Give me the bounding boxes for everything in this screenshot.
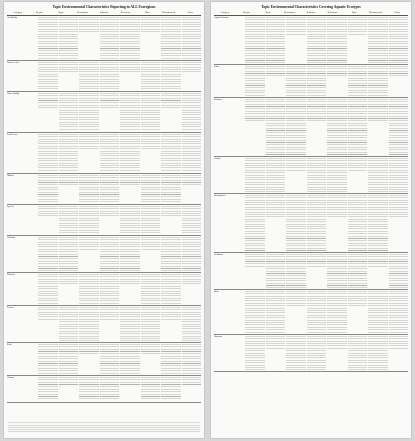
table-cell-text <box>100 93 120 131</box>
table-cell-text <box>389 158 408 192</box>
table-cell-text <box>59 206 79 234</box>
table-cell-text <box>141 237 161 271</box>
table-cell-text <box>368 17 388 63</box>
row-label: Biota <box>214 291 219 293</box>
row-label: Nutrients <box>214 336 223 338</box>
table-row <box>7 174 201 205</box>
table-cell-text <box>368 99 388 155</box>
table-row <box>7 236 201 273</box>
table-cell-text <box>141 206 161 234</box>
row-label: Coastal <box>214 158 221 160</box>
table-cell-text <box>368 158 388 192</box>
column-header: Relevance <box>120 11 131 14</box>
row-cells <box>38 93 201 131</box>
table-cell-text <box>245 99 265 155</box>
table-cell-text <box>161 175 181 203</box>
row-cells <box>38 17 201 59</box>
table-cell-text <box>38 17 58 59</box>
table-cell-text <box>389 254 408 288</box>
table-row <box>7 16 201 61</box>
table-cell-text <box>38 62 58 90</box>
row-label: Groundwater <box>214 195 226 197</box>
table-cell-text <box>307 17 327 63</box>
table-cell-text <box>161 377 181 401</box>
row-label: Species <box>7 206 14 208</box>
table-cell-text <box>120 237 140 271</box>
table-cell-text <box>307 99 327 155</box>
row-cells <box>245 336 408 370</box>
table-cell-text <box>286 17 306 63</box>
row-label: Air Quality <box>7 17 18 19</box>
table-cell-text <box>389 195 408 251</box>
table-cell-text <box>161 344 181 374</box>
table-cell-text <box>79 377 99 401</box>
column-header: Indicator <box>99 11 109 14</box>
row-label: Habitat <box>7 175 14 177</box>
table-cell-text <box>245 66 265 96</box>
footnote-text <box>8 422 200 434</box>
table-cell-text <box>161 307 181 341</box>
table-row <box>214 290 408 335</box>
table-cell-text <box>141 344 161 374</box>
table-cell-text <box>182 377 201 401</box>
table-cell-text <box>79 307 99 341</box>
table-cell-text <box>38 377 58 401</box>
table-cell-text <box>327 254 347 288</box>
table-cell-text <box>161 274 181 304</box>
table-cell-text <box>38 307 58 341</box>
column-header: Data <box>351 11 357 14</box>
table-cell-text <box>245 158 265 192</box>
table-cell-text <box>327 195 347 251</box>
row-cells <box>245 17 408 63</box>
table-cell-text <box>286 291 306 333</box>
table-body <box>7 16 201 403</box>
table-cell-text <box>100 344 120 374</box>
table-cell-text <box>348 17 368 63</box>
table-cell-text <box>266 291 286 333</box>
table-cell-text <box>327 158 347 192</box>
table-row <box>214 16 408 65</box>
table-cell-text <box>59 134 79 172</box>
table-cell-text <box>266 336 286 370</box>
table-cell-text <box>38 93 58 131</box>
table-cell-text <box>182 17 201 59</box>
table-cell-text <box>120 62 140 90</box>
table-cell-text <box>182 134 201 172</box>
table-cell-text <box>266 99 286 155</box>
row-cells <box>38 344 201 374</box>
row-cells <box>245 99 408 155</box>
table-cell-text <box>266 66 286 96</box>
table-cell-text <box>100 62 120 90</box>
table-cell-text <box>327 99 347 155</box>
column-header: Data <box>144 11 150 14</box>
table-cell-text <box>389 291 408 333</box>
table-row <box>7 133 201 174</box>
column-header: Measurement <box>162 11 176 14</box>
table-cell-text <box>368 66 388 96</box>
table-cell-text <box>59 344 79 374</box>
table-cell-text <box>348 254 368 288</box>
table-cell-text <box>348 66 368 96</box>
table-row <box>7 92 201 133</box>
row-cells <box>38 175 201 203</box>
table-cell-text <box>368 254 388 288</box>
table-cell-text <box>141 175 161 203</box>
row-label: Ozone Levels <box>7 62 20 64</box>
table-cell-text <box>389 99 408 155</box>
table-row <box>7 343 201 376</box>
column-header: Notes <box>394 11 401 14</box>
row-label: Fisheries <box>7 274 15 276</box>
table-cell-text <box>348 158 368 192</box>
column-header: Notes <box>187 11 194 14</box>
table-row <box>214 98 408 157</box>
row-label: Aquatic Streams <box>214 17 229 19</box>
table-cell-text <box>368 291 388 333</box>
table-cell-text <box>38 134 58 172</box>
row-cells <box>38 134 201 172</box>
table-row <box>214 253 408 290</box>
table-cell-text <box>182 307 201 341</box>
table-cell-text <box>59 93 79 131</box>
row-cells <box>38 62 201 90</box>
page-title: Topic Environmental Characteristics Covering Aquatic Ecotypes <box>261 5 361 9</box>
table-cell-text <box>79 134 99 172</box>
table-cell-text <box>59 175 79 203</box>
row-label: Wetlands <box>7 237 16 239</box>
table-cell-text <box>286 66 306 96</box>
table-cell-text <box>307 336 327 370</box>
table-row <box>7 273 201 306</box>
table-row <box>214 157 408 194</box>
table-cell-text <box>120 134 140 172</box>
table-cell-text <box>120 377 140 401</box>
table-cell-text <box>59 307 79 341</box>
table-cell-text <box>245 195 265 251</box>
column-header: Category <box>220 11 230 14</box>
table-cell-text <box>307 291 327 333</box>
table-cell-text <box>100 17 120 59</box>
table-row <box>7 306 201 343</box>
table-cell-text <box>38 206 58 234</box>
table-cell-text <box>327 66 347 96</box>
table-cell-text <box>182 93 201 131</box>
table-cell-text <box>59 62 79 90</box>
row-label: Climate <box>7 377 14 379</box>
table-cell-text <box>120 206 140 234</box>
table-cell-text <box>389 17 408 63</box>
table-cell-text <box>120 17 140 59</box>
table-cell-text <box>79 175 99 203</box>
table-cell-text <box>182 62 201 90</box>
row-cells <box>38 274 201 304</box>
row-label: Lakes <box>214 66 220 68</box>
table-cell-text <box>161 93 181 131</box>
table-cell-text <box>286 195 306 251</box>
table-body <box>214 16 408 372</box>
table-cell-text <box>120 274 140 304</box>
row-cells <box>245 291 408 333</box>
table-cell-text <box>182 206 201 234</box>
column-header: Measurement <box>369 11 383 14</box>
row-cells <box>38 377 201 401</box>
row-cells <box>245 158 408 192</box>
table-cell-text <box>79 93 99 131</box>
column-header: Category <box>13 11 23 14</box>
row-label: Forests <box>7 307 14 309</box>
row-label: Land Cover <box>7 134 18 136</box>
table-cell-text <box>327 291 347 333</box>
table-cell-text <box>38 237 58 271</box>
table-cell-text <box>59 237 79 271</box>
table-cell-text <box>120 93 140 131</box>
table-cell-text <box>38 274 58 304</box>
table-row <box>7 61 201 92</box>
row-cells <box>38 237 201 271</box>
table-cell-text <box>161 17 181 59</box>
table-cell-text <box>348 99 368 155</box>
table-cell-text <box>266 158 286 192</box>
row-label: Sediments <box>214 254 224 256</box>
row-label: Soils <box>7 344 12 346</box>
table-cell-text <box>245 336 265 370</box>
table-cell-text <box>120 175 140 203</box>
table-cell-text <box>100 134 120 172</box>
table-cell-text <box>266 254 286 288</box>
table-cell-text <box>141 17 161 59</box>
table-cell-text <box>286 158 306 192</box>
table-cell-text <box>59 274 79 304</box>
table-cell-text <box>348 336 368 370</box>
table-cell-text <box>79 62 99 90</box>
column-header: Topic <box>265 11 271 14</box>
table-cell-text <box>79 237 99 271</box>
table-cell-text <box>79 206 99 234</box>
table-cell-text <box>182 274 201 304</box>
table-cell-text <box>307 195 327 251</box>
table-cell-text <box>100 274 120 304</box>
row-cells <box>38 206 201 234</box>
row-cells <box>245 195 408 251</box>
table-cell-text <box>266 17 286 63</box>
table-cell-text <box>141 93 161 131</box>
table-cell-text <box>120 344 140 374</box>
table-cell-text <box>79 17 99 59</box>
table-cell-text <box>245 291 265 333</box>
table-cell-text <box>286 99 306 155</box>
table-row <box>214 335 408 372</box>
table-cell-text <box>307 158 327 192</box>
page-title: Topic Environmental Characteristics Reporting in ALL Ecoregions <box>52 5 156 9</box>
row-label: Estuaries <box>214 99 223 101</box>
table-cell-text <box>161 62 181 90</box>
table-cell-text <box>307 66 327 96</box>
table-cell-text <box>59 17 79 59</box>
column-header: Region <box>242 11 250 14</box>
row-cells <box>245 254 408 288</box>
table-row <box>214 194 408 253</box>
column-header: Region <box>35 11 43 14</box>
table-cell-text <box>100 206 120 234</box>
table-cell-text <box>141 377 161 401</box>
table-cell-text <box>79 274 99 304</box>
table-row <box>214 65 408 98</box>
table-cell-text <box>368 195 388 251</box>
table-cell-text <box>120 307 140 341</box>
table-cell-text <box>182 175 201 203</box>
table-cell-text <box>100 237 120 271</box>
table-cell-text <box>79 344 99 374</box>
table-cell-text <box>141 307 161 341</box>
table-cell-text <box>245 254 265 288</box>
table-cell-text <box>59 377 79 401</box>
table-cell-text <box>245 17 265 63</box>
table-cell-text <box>389 66 408 96</box>
column-header: Indicator <box>306 11 316 14</box>
table-cell-text <box>348 195 368 251</box>
table-cell-text <box>100 307 120 341</box>
row-label: Water Quality <box>7 93 20 95</box>
table-cell-text <box>182 344 201 374</box>
table-cell-text <box>100 377 120 401</box>
table-cell-text <box>100 175 120 203</box>
table-cell-text <box>368 336 388 370</box>
document-page-right <box>211 2 411 438</box>
table-cell-text <box>327 17 347 63</box>
table-cell-text <box>141 274 161 304</box>
table-cell-text <box>161 206 181 234</box>
table-cell-text <box>348 291 368 333</box>
column-header: Topic <box>58 11 64 14</box>
table-cell-text <box>307 254 327 288</box>
table-cell-text <box>161 237 181 271</box>
column-header: Description <box>283 11 296 14</box>
table-cell-text <box>161 134 181 172</box>
table-cell-text <box>38 344 58 374</box>
table-cell-text <box>327 336 347 370</box>
document-page-left <box>4 2 204 438</box>
table-cell-text <box>141 62 161 90</box>
row-cells <box>38 307 201 341</box>
table-cell-text <box>286 336 306 370</box>
column-header: Relevance <box>327 11 338 14</box>
table-cell-text <box>182 237 201 271</box>
table-cell-text <box>141 134 161 172</box>
column-header: Description <box>76 11 89 14</box>
table-row <box>7 205 201 236</box>
row-cells <box>245 66 408 96</box>
table-row <box>7 376 201 403</box>
table-cell-text <box>266 195 286 251</box>
table-cell-text <box>38 175 58 203</box>
table-cell-text <box>389 336 408 370</box>
table-cell-text <box>286 254 306 288</box>
